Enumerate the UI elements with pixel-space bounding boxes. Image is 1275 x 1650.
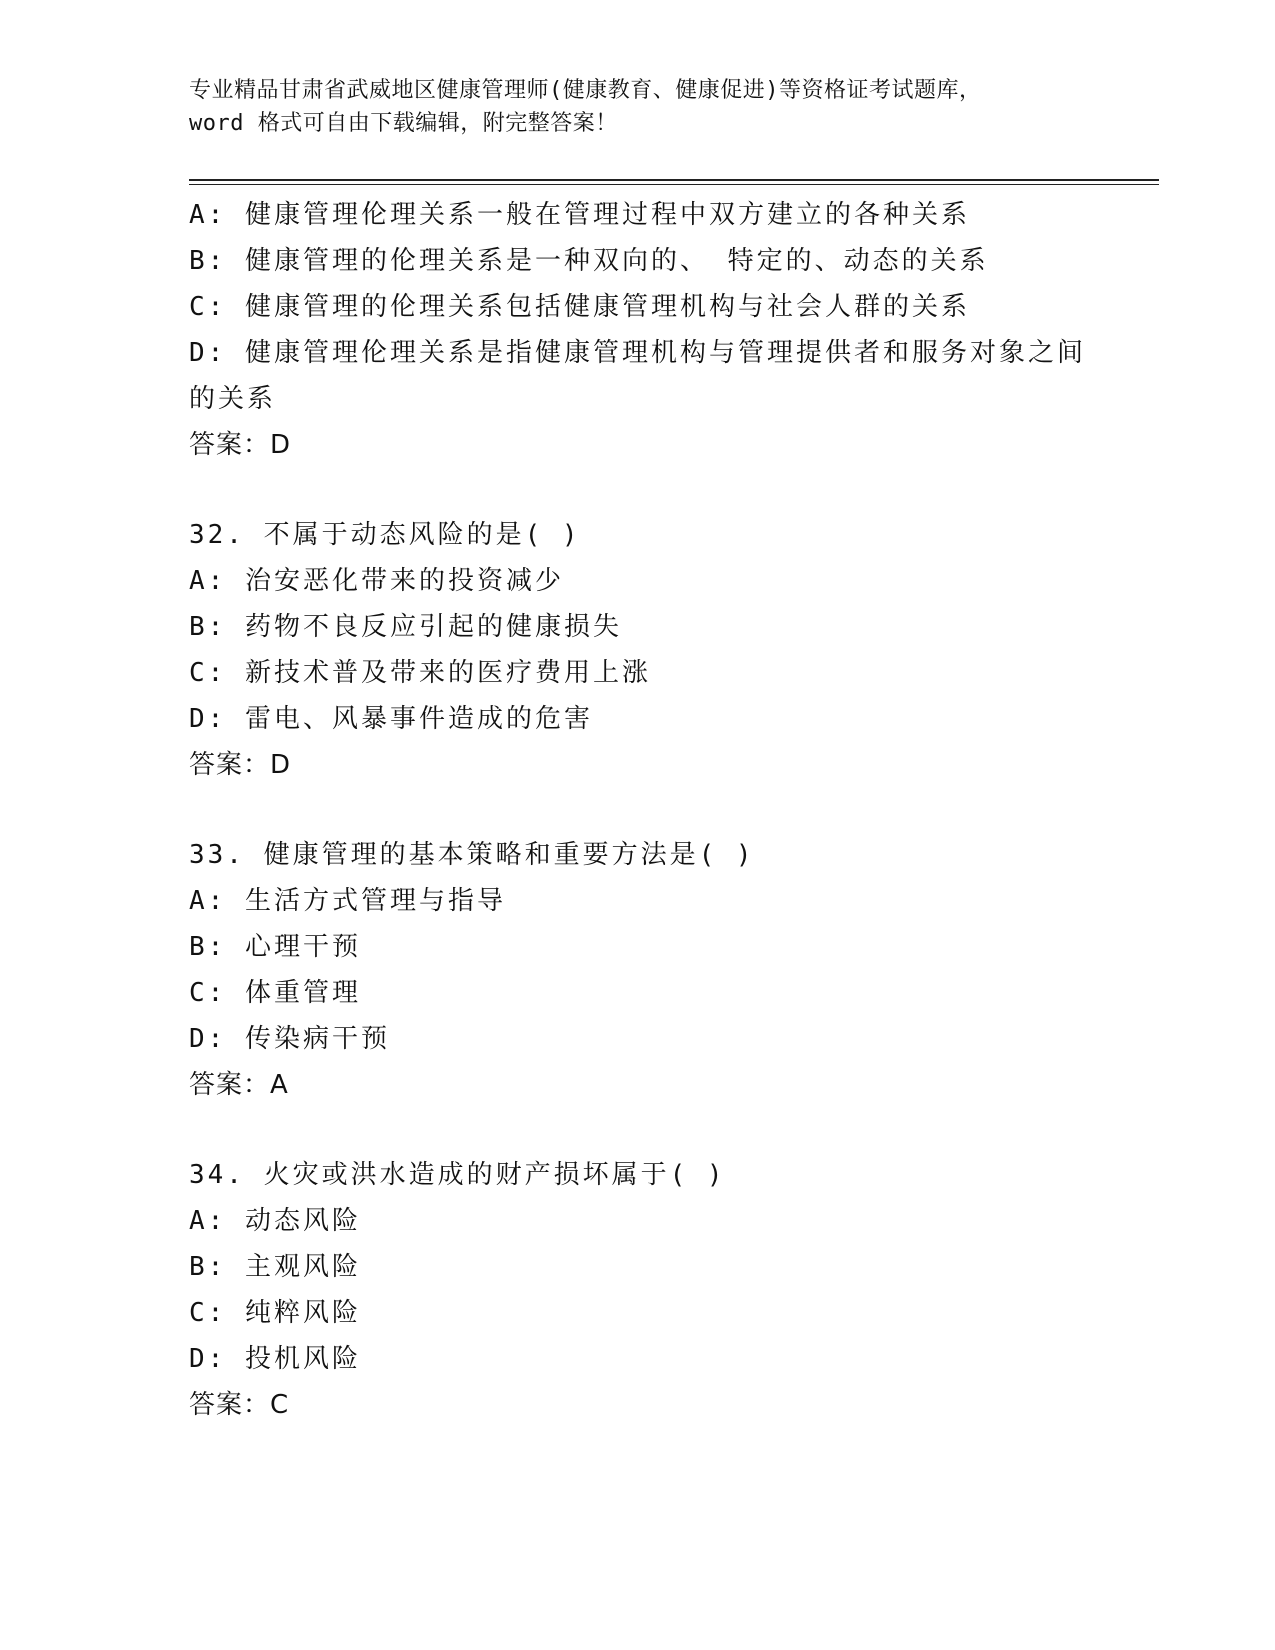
option-c: C: 健康管理的伦理关系包括健康管理机构与社会人群的关系: [189, 292, 970, 322]
option-a: A: 动态风险: [189, 1206, 361, 1236]
spacer: [189, 788, 1089, 832]
option-c: C: 新技术普及带来的医疗费用上涨: [189, 658, 651, 688]
answer-line: [189, 422, 1089, 468]
header-divider-thin: [189, 184, 1159, 185]
answer-label: 答案：: [189, 430, 271, 460]
option-c: C: 纯粹风险: [189, 1298, 361, 1328]
header-title-line-2: word 格式可自由下载编辑，附完整答案！: [189, 111, 618, 136]
question-33: [189, 832, 1089, 1108]
option-a: A: 健康管理伦理关系一般在管理过程中双方建立的各种关系: [189, 200, 970, 230]
option-b: B: 药物不良反应引起的健康损失: [189, 612, 622, 642]
option-b: B: 主观风险: [189, 1252, 361, 1282]
question-list: [189, 192, 1089, 1428]
question-31-continued: [189, 192, 1089, 468]
answer-value: D: [270, 430, 292, 460]
answer-label: 答案：: [189, 1390, 271, 1420]
question-32: [189, 512, 1089, 788]
header-title-line-1: 专业精品甘肃省武威地区健康管理师(健康教育、健康促进)等资格证考试题库，: [189, 78, 982, 103]
option-b: B: 心理干预: [189, 932, 361, 962]
answer-value: C: [270, 1390, 290, 1420]
option-d: D: 传染病干预: [189, 1024, 390, 1054]
option-a: A: 生活方式管理与指导: [189, 886, 506, 916]
answer-label: 答案：: [189, 1070, 271, 1100]
option-d-continued: 的关系: [189, 384, 277, 414]
question-text: 34. 火灾或洪水造成的财产损坏属于( ): [189, 1160, 726, 1190]
answer-line: [189, 1382, 1089, 1428]
answer-value: D: [270, 750, 292, 780]
question-text: 33. 健康管理的基本策略和重要方法是( ): [189, 840, 755, 870]
answer-line: [189, 742, 1089, 788]
header-divider-thick: [189, 179, 1159, 181]
option-c: C: 体重管理: [189, 978, 361, 1008]
document-header: [189, 74, 1119, 140]
option-b: B: 健康管理的伦理关系是一种双向的、 特定的、动态的关系: [189, 246, 989, 276]
option-a: A: 治安恶化带来的投资减少: [189, 566, 564, 596]
question-text: 32. 不属于动态风险的是( ): [189, 520, 581, 550]
option-d: D: 健康管理伦理关系是指健康管理机构与管理提供者和服务对象之间: [189, 338, 1086, 368]
answer-line: [189, 1062, 1089, 1108]
spacer: [189, 1108, 1089, 1152]
answer-value: A: [270, 1070, 289, 1100]
spacer: [189, 468, 1089, 512]
question-34: [189, 1152, 1089, 1428]
option-d: D: 投机风险: [189, 1344, 361, 1374]
option-d: D: 雷电、风暴事件造成的危害: [189, 704, 593, 734]
answer-label: 答案：: [189, 750, 271, 780]
